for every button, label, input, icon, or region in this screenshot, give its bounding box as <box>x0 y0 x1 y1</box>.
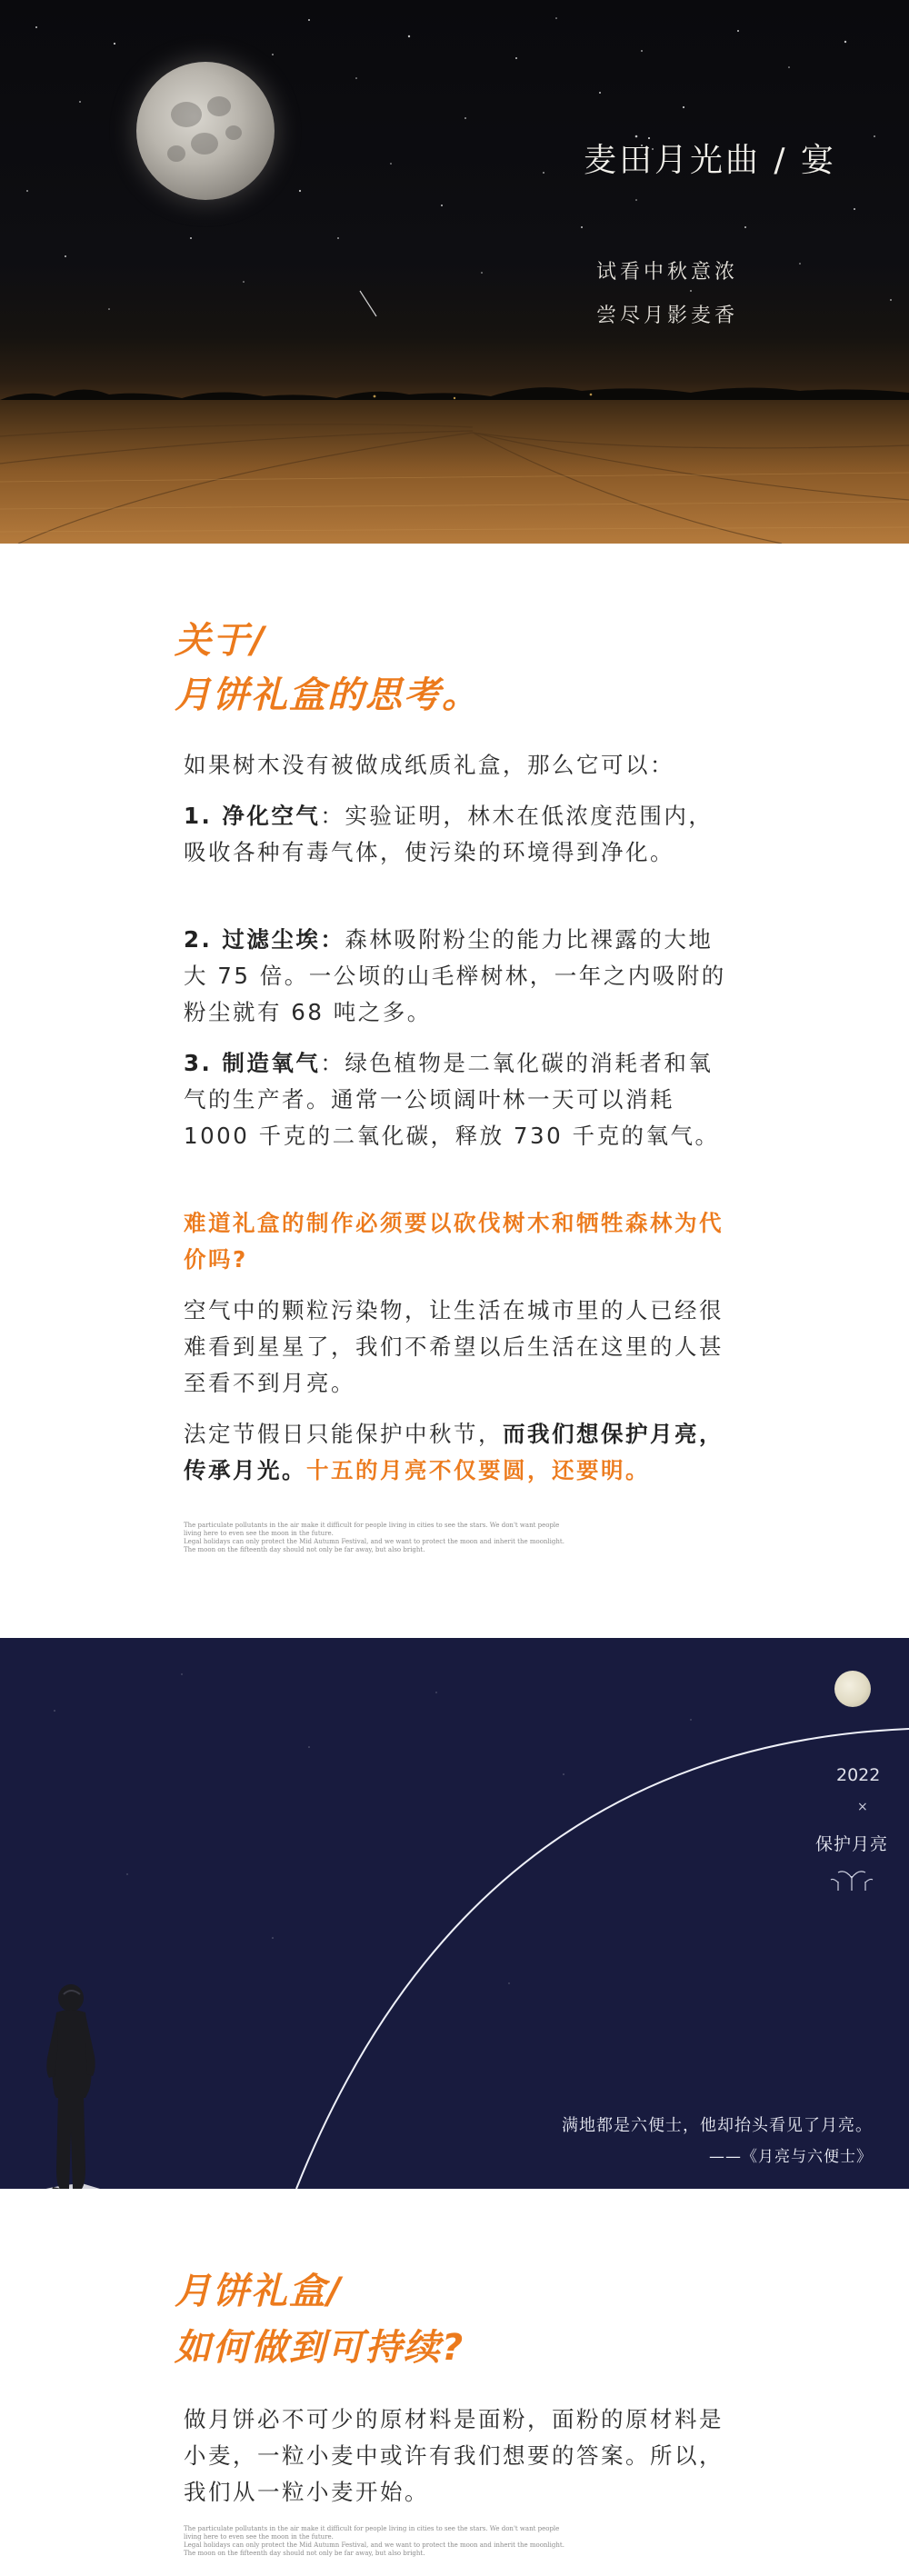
hero-banner <box>0 0 909 544</box>
section-heading-line-2: 月饼礼盒的思考。 <box>175 674 480 716</box>
paragraph-part-2: 而我们想保护月亮，传承月光。 <box>184 1421 724 1483</box>
paragraph-part-1: 法定节假日只能保护中秋节， <box>184 1421 503 1447</box>
protect-moon-paragraph <box>184 1416 729 1489</box>
fine-print-line: The moon on the fifteenth day should not only be far away, but also bright. <box>184 2550 425 2557</box>
quote-line: 满地都是六便士，他却抬头看见了月亮。 <box>562 2116 873 2135</box>
sprout-icon <box>829 1867 874 1891</box>
hero-title: 麦田月光曲 / 宴 <box>583 142 836 179</box>
hero-subtitle-1: 试看中秋意浓 <box>595 261 738 284</box>
fine-print-line: living here to even see the moon in the future. <box>184 1530 334 1537</box>
year-label: 2022 <box>836 1765 881 1785</box>
english-fine-print <box>184 1522 693 1554</box>
point-1 <box>184 798 729 871</box>
full-moon-image <box>136 62 275 200</box>
protect-moon-label: 保护月亮 <box>815 1834 889 1854</box>
quote-source: ——《月亮与六便士》 <box>709 2148 873 2166</box>
mooncake-box-thoughts-section <box>0 544 909 1634</box>
question-text: 难道礼盒的制作必须要以砍伐树木和牺牲森林为代价吗? <box>184 1210 724 1273</box>
wheat-field-image <box>0 400 909 544</box>
intro-text: 如果树木没有被做成纸质礼盒，那么它可以： <box>184 752 674 778</box>
fine-print-line: living here to even see the moon in the future. <box>184 2533 334 2541</box>
pollution-paragraph: 空气中的颗粒污染物，让生活在城市里的人已经很难看到星星了，我们不希望以后生活在这里的人甚至看不到月亮。 <box>184 1297 724 1396</box>
hero-subtitle-2: 尝尽月影麦香 <box>595 305 738 327</box>
section-heading-line-1: 关于/ <box>175 620 266 662</box>
point-3-label: 3. 制造氧气 <box>184 1050 321 1076</box>
wheat-paragraph: 做月饼必不可少的原材料是面粉，面粉的原材料是小麦，一粒小麦中或许有我们想要的答案。所以，我们从一粒小麦开始。 <box>184 2406 724 2505</box>
section3-heading-line-1: 月饼礼盒/ <box>175 2271 343 2312</box>
fine-print-line: Legal holidays can only protect the Mid Autumn Festival, and we want to protect the moon and inherit the moonlight. <box>184 1538 564 1545</box>
point-3-text: ：绿色植物是二氧化碳的消耗者和氧气的生产者。通常一公顷阔叶林一天可以消耗 1000 千克的二氧化碳，释放 730 千克的氧气。 <box>184 1050 720 1149</box>
sustainability-section <box>0 2189 909 2576</box>
section3-heading-line-2: 如何做到可持续? <box>175 2327 465 2369</box>
point-1-text: ：实验证明，林木在低浓度范围内，吸收各种有毒气体，使污染的环境得到净化。 <box>184 803 714 865</box>
small-moon-icon <box>834 1671 871 1707</box>
english-fine-print <box>184 2525 693 2558</box>
point-2-text: 森林吸附粉尘的能力比裸露的大地大 75 倍。一公顷的山毛榉树林，一年之内吸附的粉尘就有 68 吨之多。 <box>184 926 726 1025</box>
starry-sky <box>0 0 909 382</box>
fine-print-line: The moon on the fifteenth day should not only be far away, but also bright. <box>184 1546 425 1553</box>
times-symbol: × <box>857 1800 868 1814</box>
fine-print-line: The particulate pollutants in the air make it difficult for people living in cities to see the stars. We don't want people <box>184 1522 560 1529</box>
fine-print-line: The particulate pollutants in the air make it difficult for people living in cities to see the stars. We don't want people <box>184 2525 560 2532</box>
paragraph-part-3: 十五的月亮不仅要圆，还要明。 <box>306 1457 650 1483</box>
point-2-label: 2. 过滤尘埃： <box>184 926 345 953</box>
point-2 <box>184 922 729 1031</box>
fine-print-line: Legal holidays can only protect the Mid Autumn Festival, and we want to protect the moon and inherit the moonlight. <box>184 2541 564 2549</box>
point-3 <box>184 1045 729 1154</box>
point-1-label: 1. 净化空气 <box>184 803 321 829</box>
